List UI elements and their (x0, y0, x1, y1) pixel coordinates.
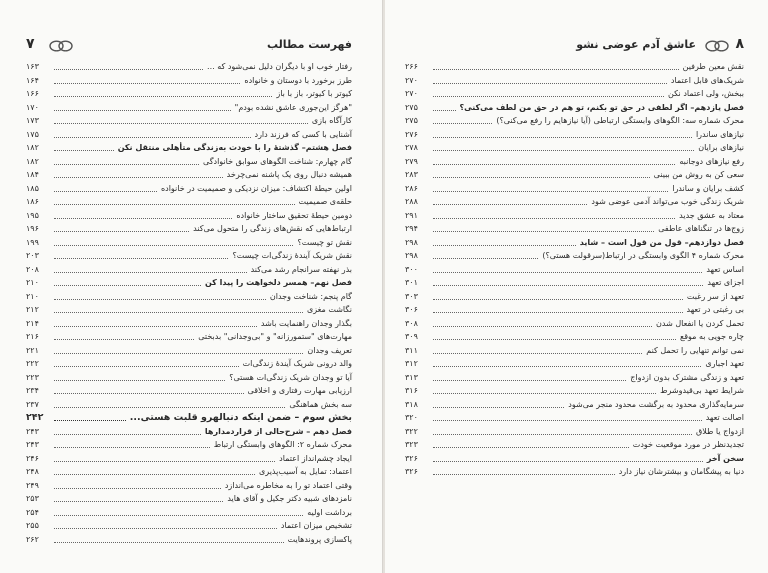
toc-page-number: ۲۰۸ (26, 264, 39, 274)
dot-leader (433, 420, 702, 421)
toc-page-number: ۲۵۵ (26, 521, 39, 530)
toc-page-number: ۲۴۲ (26, 412, 44, 423)
toc-page-number: ۳۰۱ (405, 278, 418, 287)
toc-entry-title: کارآگاه بازی (311, 116, 352, 125)
dot-leader (54, 515, 303, 516)
toc-page-number: ۲۸۳ (405, 170, 418, 179)
dot-leader (54, 501, 223, 502)
dot-leader (433, 218, 675, 219)
dot-leader (54, 407, 285, 408)
toc-entry (26, 236, 352, 250)
toc-page-number: ۲۱۰ (26, 291, 39, 301)
toc-entry (26, 344, 352, 358)
toc-page-number: ۱۶۴ (26, 75, 39, 85)
toc-entry-title: کیوتر با کیوتر، باز با باز (276, 89, 352, 98)
dot-leader (54, 393, 244, 394)
toc-page-number: ۲۳۴ (26, 386, 39, 395)
toc-entry-title: وقتی اعتماد تو را به مخاطره می‌اندازد (224, 480, 352, 490)
dot-leader (433, 150, 694, 151)
toc-page-number: ۳۰۳ (405, 291, 418, 301)
toc-chapter-entry (405, 236, 744, 250)
toc-chapter-entry (26, 425, 352, 439)
toc-page-number: ۱۸۵ (26, 183, 39, 193)
toc-entry-title: ارزیابی مهارت رفتاری و اخلاقی (247, 386, 352, 395)
toc-entry-title: اصالت تعهد (705, 413, 744, 422)
toc-entry (405, 425, 744, 439)
toc-page-number: ۱۸۲ (26, 156, 39, 166)
toc-page-number: ۲۷۰ (405, 75, 418, 85)
dot-leader (433, 245, 576, 246)
dot-leader (54, 177, 223, 178)
toc-page-number: ۱۶۶ (26, 89, 39, 98)
toc-page-number: ۳۱۳ (405, 372, 418, 382)
toc-page-number: ۲۲۱ (26, 345, 39, 355)
toc-entry-title: برداشت اولیه (307, 507, 352, 517)
dot-leader (54, 434, 201, 435)
toc-entry-title: نامزدهای شبیه دکتر جکیل و آقای هاید (227, 494, 352, 503)
toc-entry-title: اولین حیطهٔ اکتشاف: میزان نزدیکی و صمیمیت در خانواده (160, 183, 352, 193)
toc-entry (26, 384, 352, 398)
dot-leader (433, 326, 652, 327)
right-running-title: عاشق آدم عوضی نشو (576, 38, 696, 51)
dot-leader (54, 218, 232, 219)
dot-leader (433, 69, 679, 70)
toc-entry-title: فصل هشتم– گذشتهٔ را با خودت به‌زندگی متأهلی منتقل نکن (117, 143, 352, 152)
dot-leader (54, 191, 157, 192)
right-page-number: ۸ (735, 36, 744, 52)
toc-entry (405, 87, 744, 101)
dot-leader (433, 393, 656, 394)
right-page-header (405, 38, 744, 56)
toc-entry-title: نگاشت مغزی (306, 305, 352, 314)
toc-page-number: ۳۱۸ (405, 399, 418, 409)
left-page-number: ۷ (26, 36, 35, 52)
toc-entry (405, 465, 744, 479)
toc-entry (26, 465, 352, 479)
toc-page-number: ۱۸۴ (26, 170, 39, 179)
toc-entry (405, 411, 744, 425)
toc-entry (405, 60, 744, 74)
toc-entry (26, 168, 352, 182)
dot-leader (433, 366, 701, 367)
dot-leader (54, 488, 221, 489)
left-page (0, 0, 383, 573)
toc-entry-title: طرز برخورد با دوستان و خانواده (244, 75, 352, 85)
toc-entry-title: آشنایی با کسی که فرزند دارد (254, 129, 352, 139)
dot-leader (433, 312, 683, 313)
toc-entry (405, 209, 744, 223)
toc-page-number: ۱۷۳ (26, 116, 39, 125)
dot-leader (433, 299, 683, 300)
toc-entry (405, 74, 744, 88)
toc-page-number: ۳۲۰ (405, 413, 418, 422)
toc-entry-title: رفع نیازهای دوجانبه (679, 156, 744, 166)
toc-entry-title: تعریف وجدان (307, 345, 352, 355)
toc-entry (26, 128, 352, 142)
toc-entry-title: سرمایه‌گذاری محدود به برگشت محدود منجر می‌شود (568, 399, 744, 409)
toc-entry-title: بگذار وجدان راهنمایت باشد (260, 318, 352, 328)
toc-page-number: ۱۹۵ (26, 210, 39, 220)
dot-leader (54, 231, 189, 232)
toc-section-entry (26, 411, 352, 425)
toc-entry (26, 101, 352, 115)
toc-entry-title: "هرگز این‌جوری عاشق نشده بودم" (234, 102, 352, 112)
dot-leader (433, 407, 564, 408)
dot-leader (433, 83, 667, 84)
toc-entry (26, 155, 352, 169)
toc-page-number: ۳۰۹ (405, 332, 418, 341)
toc-page-number: ۲۹۱ (405, 210, 418, 220)
toc-entry (26, 357, 352, 371)
toc-entry (26, 182, 352, 196)
toc-entry (26, 452, 352, 466)
toc-entry (26, 519, 352, 533)
toc-entry-title: اجزای تعهد (707, 278, 744, 287)
right-toc-list (405, 60, 744, 479)
toc-page-number: ۲۲۲ (26, 359, 39, 368)
toc-entry-title: چاره جویی به موقع (679, 332, 744, 341)
toc-page-number: ۳۱۲ (405, 359, 418, 368)
toc-entry-title: ایجاد چشم‌انداز اعتماد (279, 453, 352, 463)
toc-page-number: ۱۷۵ (26, 129, 39, 139)
dot-leader (54, 542, 284, 543)
toc-entry-title: نقش شریک آیندهٔ زندگی‌ات چیست؟ (232, 251, 352, 260)
toc-entry-title: ببخش، ولی اعتماد نکن (668, 89, 744, 98)
toc-entry (405, 182, 744, 196)
toc-entry-title: شرایط تعهد بی‌قیدوشرط (660, 386, 744, 395)
toc-page-number: ۳۰۸ (405, 318, 418, 328)
publisher-logo-icon (704, 40, 730, 52)
toc-page-number: ۲۴۹ (26, 480, 39, 490)
dot-leader (54, 312, 303, 313)
toc-page-number: ۲۲۳ (26, 372, 39, 382)
toc-entry-title: نقش تو چیست؟ (297, 237, 352, 247)
dot-leader (433, 231, 654, 232)
toc-page-number: ۳۰۰ (405, 264, 418, 274)
toc-entry-title: زوج‌ها در تنگناهای عاطفی (658, 224, 744, 233)
toc-entry-title: نمی توانم تنهایی را تحمل کنم (646, 345, 744, 355)
toc-chapter-entry (405, 101, 744, 115)
toc-entry (405, 398, 744, 412)
dot-leader (54, 353, 303, 354)
dot-leader (54, 366, 239, 367)
toc-page-number: ۱۶۳ (26, 62, 39, 71)
dot-leader (54, 69, 203, 70)
toc-entry (26, 290, 352, 304)
toc-entry-title: بخش سوم – ضمن اینکه دنبالهرو قلبت هستی... (129, 412, 352, 423)
dot-leader (433, 461, 703, 462)
toc-page-number: ۱۷۰ (26, 102, 39, 112)
left-page-header (26, 38, 352, 56)
dot-leader (54, 137, 251, 138)
dot-leader (433, 204, 587, 205)
left-toc-list (26, 60, 352, 546)
dot-leader (433, 191, 668, 192)
toc-entry (405, 384, 744, 398)
dot-leader (433, 380, 626, 381)
dot-leader (433, 96, 664, 97)
toc-entry-title: گام پنجم: شناخت وجدان (269, 291, 352, 301)
dot-leader (54, 258, 228, 259)
toc-page-number: ۲۶۶ (405, 62, 418, 71)
dot-leader (54, 204, 295, 205)
toc-page-number: ۳۲۲ (405, 426, 418, 436)
dot-leader (54, 123, 308, 124)
toc-entry-title: تعهد و زندگی مشترک بدون ازدواج (630, 372, 744, 382)
toc-entry-title: محرک شماره سه: الگوهای وابستگی ارتباطی (آیا نیازهایم را رفع می‌کنی؟) (496, 116, 744, 125)
toc-entry-title: شریک زندگی خوب می‌تواند آدمی عوضی شود (591, 197, 744, 206)
toc-entry (405, 168, 744, 182)
toc-chapter-entry (26, 276, 352, 290)
toc-entry (405, 317, 744, 331)
toc-entry (405, 155, 744, 169)
toc-entry-title: تعهد اجباری (705, 359, 744, 368)
toc-entry-title: سه بخش هماهنگی (289, 399, 352, 409)
toc-entry (405, 438, 744, 452)
toc-page-number: ۱۸۶ (26, 197, 39, 206)
toc-entry (26, 195, 352, 209)
toc-entry (26, 87, 352, 101)
toc-entry-title: فصل دهم – شرح‌حالی از قراردمدارها (204, 426, 352, 436)
toc-entry (405, 303, 744, 317)
toc-page-number: ۱۹۶ (26, 224, 39, 233)
dot-leader (54, 380, 225, 381)
toc-entry (405, 222, 744, 236)
dot-leader (54, 339, 194, 340)
toc-entry-title: آیا تو وجدان شریک زندگی‌ات هستی؟ (229, 372, 352, 382)
toc-entry-title: نقش معین طرفین (682, 62, 744, 71)
toc-entry (405, 128, 744, 142)
toc-entry (405, 330, 744, 344)
toc-entry-title: نیازهای برایان (698, 143, 744, 152)
toc-entry-title: بذر نهفته سرانجام رشد می‌کند (250, 264, 352, 274)
toc-entry (26, 209, 352, 223)
toc-entry (26, 114, 352, 128)
dot-leader (433, 285, 703, 286)
toc-page-number: ۲۱۶ (26, 332, 39, 341)
toc-entry-title: سخن آخر (706, 453, 744, 463)
toc-page-number: ۲۴۳ (26, 440, 39, 449)
dot-leader (433, 272, 702, 273)
toc-page-number: ۳۲۶ (405, 453, 418, 463)
toc-chapter-entry (405, 452, 744, 466)
toc-entry (26, 74, 352, 88)
dot-leader (433, 177, 650, 178)
toc-page-number: ۲۴۳ (26, 426, 39, 436)
toc-entry-title: سعی کن به روش من ببینی (653, 170, 744, 179)
dot-leader (54, 461, 275, 462)
dot-leader (54, 474, 255, 475)
toc-entry-title: فصل یازدهم– اگر لطفی در حق تو بکنم، تو هم در حق من لطف می‌کنی؟ (459, 102, 744, 112)
toc-entry (26, 317, 352, 331)
toc-entry-title: گام چهارم: شناخت الگوهای سوابق خانوادگی (203, 156, 352, 166)
toc-entry-title: اساس تعهد (706, 264, 744, 274)
toc-entry-title: تشخیص میزان اعتماد (280, 521, 352, 530)
dot-leader (54, 96, 272, 97)
dot-leader (54, 272, 247, 273)
publisher-logo-icon (48, 40, 74, 52)
toc-page-number: ۳۲۳ (405, 440, 418, 449)
dot-leader (433, 110, 456, 111)
dot-leader (433, 474, 615, 475)
toc-page-number: ۲۶۲ (26, 534, 39, 544)
dot-leader (433, 353, 642, 354)
toc-page-number: ۲۵۴ (26, 507, 39, 517)
toc-entry-title: شریک‌های قابل اعتماد (670, 75, 744, 85)
toc-entry (405, 371, 744, 385)
toc-page-number: ۳۲۶ (405, 467, 418, 476)
toc-page-number: ۲۸۸ (405, 197, 418, 206)
toc-entry-title: محرک شماره ۴ الگوی وابستگی در ارتباط(سرقولت هستی؟) (542, 251, 744, 260)
toc-entry (26, 506, 352, 520)
toc-entry-title: نیازهای ساندرا (695, 129, 744, 139)
toc-page-number: ۲۹۸ (405, 251, 418, 260)
toc-entry-title: مهارت‌های "ستمورزانه" و "بی‌وجدانی" بدبختی (198, 332, 352, 341)
dot-leader (54, 299, 266, 300)
toc-entry (405, 114, 744, 128)
dot-leader (54, 110, 231, 111)
toc-entry (26, 249, 352, 263)
toc-page-number: ۲۷۹ (405, 156, 418, 166)
toc-entry (26, 371, 352, 385)
toc-entry-title: تحمل کردن یا انفعال شدن (656, 318, 744, 328)
toc-page-number: ۲۱۲ (26, 305, 39, 314)
toc-page-number: ۳۰۶ (405, 305, 418, 314)
toc-page-number: ۲۳۷ (26, 399, 39, 409)
toc-page-number: ۲۸۶ (405, 183, 418, 193)
toc-entry-title: پاکسازی پروندهایت (287, 534, 352, 544)
dot-leader (54, 150, 114, 151)
toc-entry-title: رفتار خوب او با دیگران دلیل نمی‌شود که ... (207, 62, 352, 71)
toc-entry-title: دومین حیطهٔ تحقیق ساختار خانواده (236, 210, 352, 220)
toc-entry (26, 438, 352, 452)
toc-entry-title: فصل نهم– همسر دلخواهت را پیدا کن (204, 278, 352, 287)
dot-leader (433, 434, 692, 435)
toc-page-number: ۲۵۳ (26, 494, 39, 503)
toc-entry-title: ارتباط‌هایی که نقش‌های زندگی را متحول می‌کند (193, 224, 352, 233)
toc-entry (26, 533, 352, 547)
toc-entry-title: همیشه دنبال روی یک پاشنه نمی‌چرخد (226, 170, 352, 179)
toc-entry (26, 303, 352, 317)
toc-entry-title: تعهد از سر رغبت (686, 291, 744, 301)
dot-leader (54, 83, 240, 84)
dot-leader (54, 420, 126, 421)
toc-entry (26, 263, 352, 277)
dot-leader (433, 137, 692, 138)
toc-entry (405, 276, 744, 290)
toc-entry (26, 492, 352, 506)
toc-entry (26, 398, 352, 412)
toc-entry (405, 249, 744, 263)
toc-entry-title: تجدیدنظر در مورد موقعیت خودت (632, 440, 744, 449)
toc-page-number: ۲۷۵ (405, 116, 418, 125)
right-page (385, 0, 768, 573)
dot-leader (54, 164, 199, 165)
toc-entry-title: ازدواج یا طلاق (696, 426, 744, 436)
left-running-title: فهرست مطالب (266, 38, 352, 51)
toc-entry (405, 357, 744, 371)
toc-entry-title: کشف برایان و ساندرا (672, 183, 744, 193)
toc-entry-title: فصل دوازدهم– قول من قول است – شاید (579, 237, 744, 247)
toc-page-number: ۲۷۶ (405, 129, 418, 139)
toc-entry-title: اعتماد: تمایل به آسیب‌پذیری (259, 467, 352, 476)
toc-entry-title: دنیا به پیشگامان و بیشترشان نیاز دارد (618, 467, 744, 476)
toc-page-number: ۲۹۴ (405, 224, 418, 233)
toc-entry-title: معتاد به عشق جدید (679, 210, 744, 220)
toc-page-number: ۲۷۰ (405, 89, 418, 98)
dot-leader (433, 164, 675, 165)
toc-page-number: ۲۹۸ (405, 237, 418, 247)
toc-entry (405, 195, 744, 209)
dot-leader (54, 528, 277, 529)
dot-leader (433, 447, 629, 448)
toc-entry (405, 344, 744, 358)
toc-entry-title: محرک شماره ۲: الگوهای وابستگی ارتباط (213, 440, 352, 449)
toc-entry (405, 263, 744, 277)
toc-entry (26, 222, 352, 236)
toc-entry-title: والد درونی شریک آیندهٔ زندگی‌ات (242, 359, 352, 368)
dot-leader (54, 245, 293, 246)
toc-entry-title: بی رغبتی در تعهد (686, 305, 744, 314)
toc-entry (405, 141, 744, 155)
toc-page-number: ۲۴۸ (26, 467, 39, 476)
toc-entry (26, 60, 352, 74)
toc-page-number: ۲۱۰ (26, 278, 39, 287)
toc-entry-title: حلقه‌ی صمیمیت (298, 197, 352, 206)
toc-page-number: ۲۱۴ (26, 318, 39, 328)
toc-page-number: ۳۱۶ (405, 386, 418, 395)
toc-entry (26, 330, 352, 344)
toc-page-number: ۱۹۹ (26, 237, 39, 247)
dot-leader (54, 447, 210, 448)
toc-entry (26, 479, 352, 493)
toc-entry (405, 290, 744, 304)
toc-page-number: ۲۷۸ (405, 143, 418, 152)
dot-leader (54, 326, 257, 327)
toc-chapter-entry (26, 141, 352, 155)
toc-page-number: ۲۷۵ (405, 102, 418, 112)
dot-leader (433, 123, 492, 124)
toc-page-number: ۲۰۳ (26, 251, 39, 260)
dot-leader (433, 258, 538, 259)
dot-leader (433, 339, 676, 340)
dot-leader (54, 285, 201, 286)
toc-page-number: ۱۸۲ (26, 143, 39, 152)
toc-page-number: ۲۴۶ (26, 453, 39, 463)
toc-page-number: ۳۱۱ (405, 345, 418, 355)
